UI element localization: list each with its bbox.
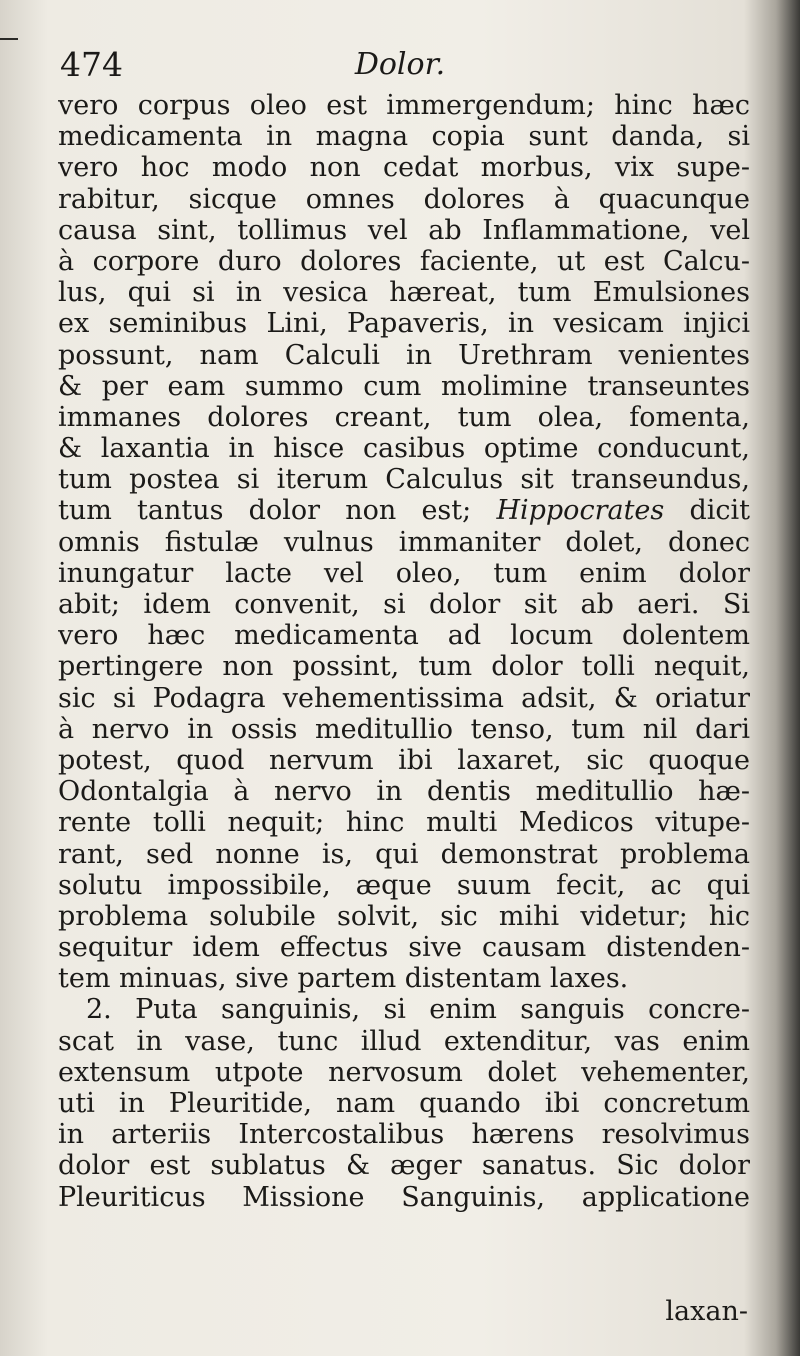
text-line: causa sint, tollimus vel ab Inflammatione, vel (58, 214, 750, 246)
page-header (60, 42, 740, 88)
text-line: rant, sed nonne is, qui demonstrat problema (58, 838, 750, 870)
text-line: tum postea si iterum Calculus sit transeundus, (58, 464, 750, 496)
text-line: possunt, nam Calculi in Urethram venientes (58, 339, 750, 371)
text-line: solutu impossibile, æque suum fecit, ac qui (58, 869, 750, 901)
text-line: immanes dolores creant, tum olea, fomenta, (58, 401, 750, 433)
text-line: sic si Podagra vehementissima adsit, & oriatur (58, 682, 750, 714)
page-edge-mark (0, 38, 18, 40)
text-line: rabitur, sicque omnes dolores à quacunque (58, 183, 750, 215)
text-line: ex seminibus Lini, Papaveris, in vesicam injici (58, 308, 750, 340)
page-number: 474 (60, 45, 123, 84)
text-line: rente tolli nequit; hinc multi Medicos vitupe- (58, 807, 750, 839)
text-line: vero corpus oleo est immergendum; hinc hæc (58, 90, 750, 121)
text-line: vero hæc medicamenta ad locum dolentem (58, 620, 750, 652)
text-line: & per eam summo cum molimine transeuntes (58, 370, 750, 402)
text-line: problema solubile solvit, sic mihi videtur; hic (58, 900, 750, 932)
text-line: dolor est sublatus & æger sanatus. Sic dolor (58, 1150, 750, 1182)
text-line: & laxantia in hisce casibus optime conducunt, (58, 433, 750, 465)
text-line: uti in Pleuritide, nam quando ibi concretum (58, 1088, 750, 1119)
text-line: à corpore duro dolores faciente, ut est Calcu- (58, 245, 750, 277)
text-line: Pleuriticus Missione Sanguinis, applicatione (58, 1181, 750, 1213)
text-line: potest, quod nervum ibi laxaret, sic quoque (58, 744, 750, 776)
text-line: pertingere non possint, tum dolor tolli nequit, (58, 651, 750, 683)
text-line: vero hoc modo non cedat morbus, vix supe- (58, 152, 750, 184)
text-line: Odontalgia à nervo in dentis meditullio hæ- (58, 776, 750, 808)
text-line: extensum utpote nervosum dolet vehementer, (58, 1056, 750, 1088)
text-line (58, 495, 750, 526)
text-line: sequitur idem effectus sive causam distenden- (58, 932, 750, 964)
text-line: abit; idem convenit, si dolor sit ab aeri. Si (58, 589, 750, 620)
text-line: omnis fistulæ vulnus immaniter dolet, donec (58, 526, 750, 558)
catchword: laxan- (665, 1296, 748, 1327)
text-segment: tum tantus dolor non est; (58, 495, 497, 527)
italic-name: Hippocrates (496, 495, 665, 527)
text-line: lus, qui si in vesica hæreat, tum Emulsiones (58, 277, 750, 309)
text-line: medicamenta in magna copia sunt danda, si (58, 121, 750, 153)
text-line: scat in vase, tunc illud extenditur, vas enim (58, 1025, 750, 1057)
running-head: Dolor. (354, 47, 446, 82)
body-text (58, 90, 750, 1213)
text-line: in arteriis Intercostalibus hærens resolvimus (58, 1119, 750, 1151)
text-line: à nervo in ossis meditullio tenso, tum nil dari (58, 713, 750, 745)
text-line: 2. Puta sanguinis, si enim sanguis concre- (86, 994, 750, 1026)
text-segment: dicit (664, 495, 750, 527)
text-line: tem minuas, sive partem distentam laxes. (58, 963, 629, 995)
text-line: inungatur lacte vel oleo, tum enim dolor (58, 557, 750, 589)
